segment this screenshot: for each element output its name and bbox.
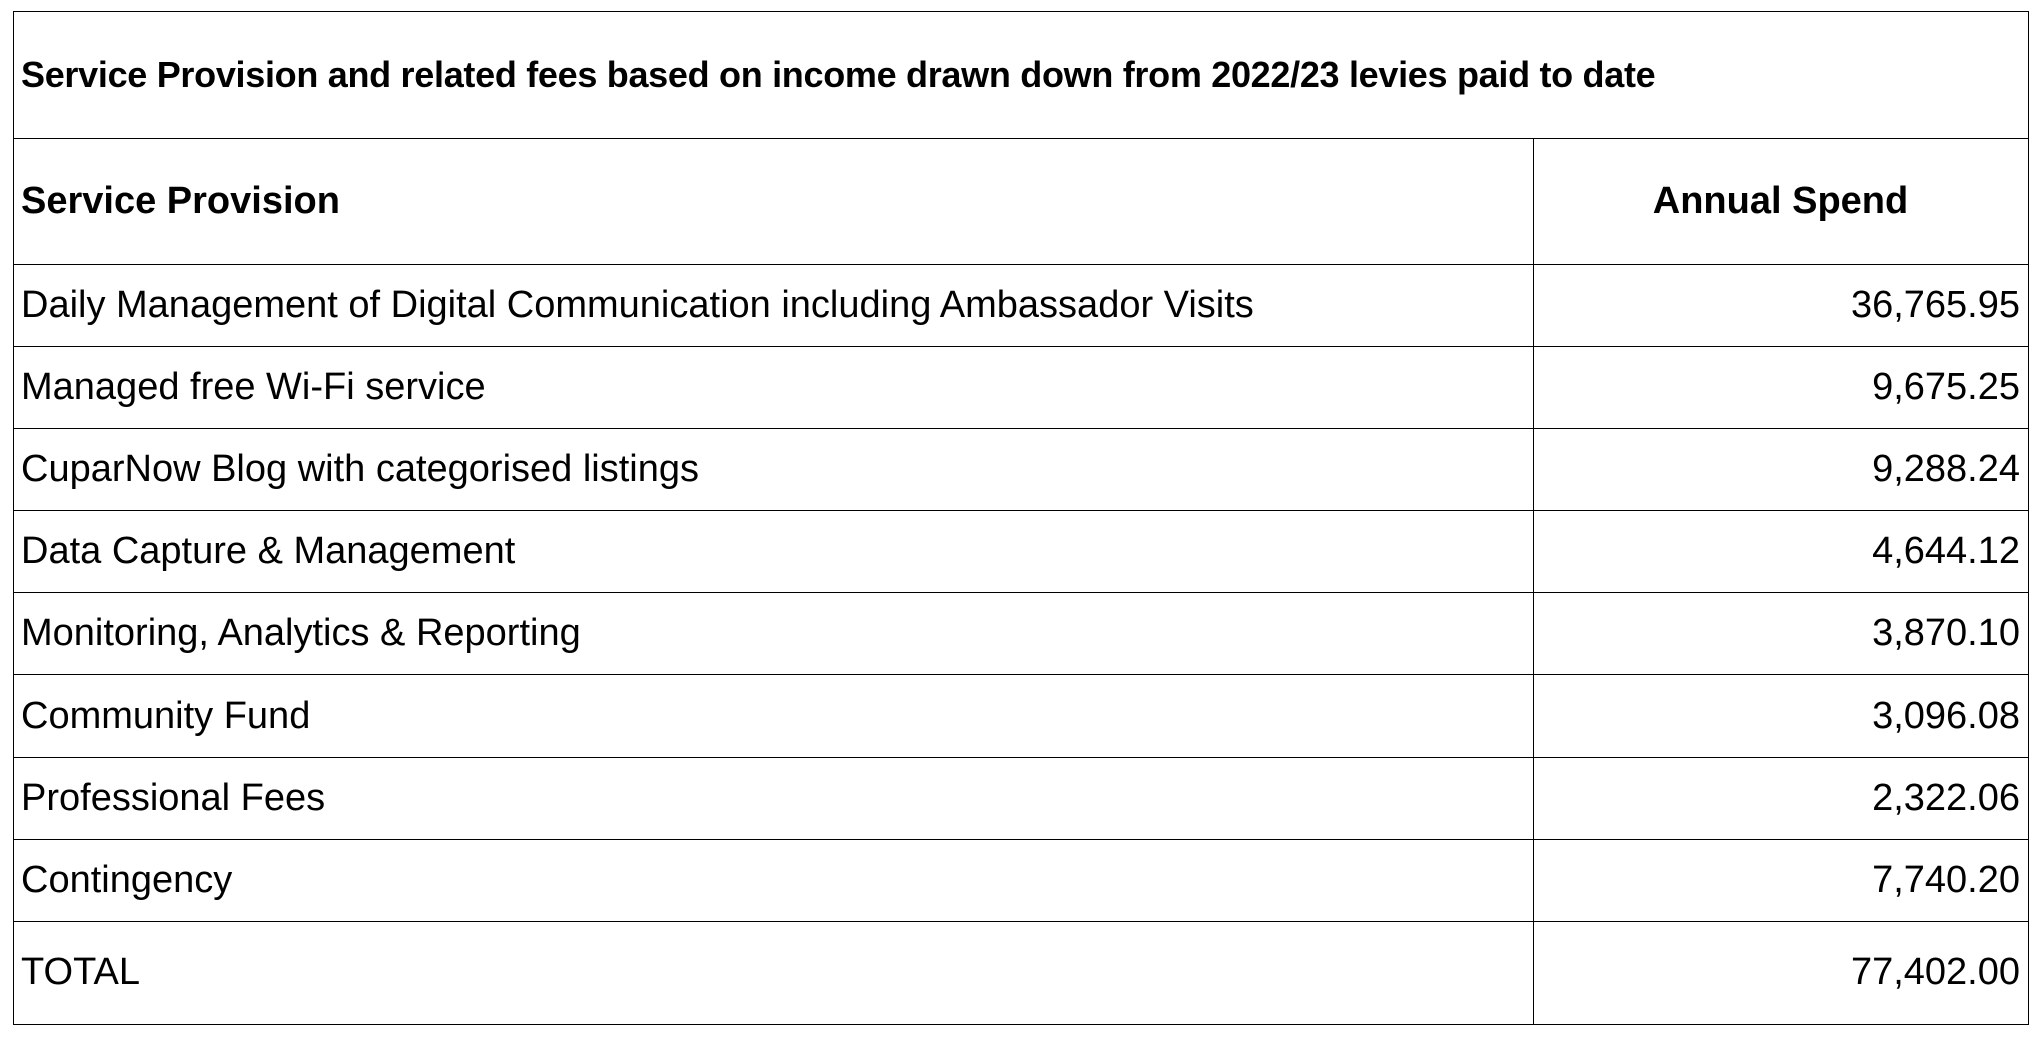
service-name-cell: Community Fund <box>14 675 1534 757</box>
table-row <box>14 757 2029 839</box>
header-service-provision: Service Provision <box>14 138 1534 265</box>
service-name-cell: Contingency <box>14 839 1534 921</box>
total-value: 77,402.00 <box>1534 921 2029 1024</box>
service-name-cell: Professional Fees <box>14 757 1534 839</box>
service-name-cell: CuparNow Blog with categorised listings <box>14 429 1534 511</box>
table-row <box>14 593 2029 675</box>
total-row <box>14 921 2029 1024</box>
annual-spend-cell: 2,322.06 <box>1534 757 2029 839</box>
table-row <box>14 839 2029 921</box>
table-row <box>14 347 2029 429</box>
service-name-cell: Managed free Wi-Fi service <box>14 347 1534 429</box>
table-row <box>14 265 2029 347</box>
annual-spend-cell: 4,644.12 <box>1534 511 2029 593</box>
table-title-row <box>14 12 2029 139</box>
service-name-cell: Daily Management of Digital Communication including Ambassador Visits <box>14 265 1534 347</box>
service-name-cell: Data Capture & Management <box>14 511 1534 593</box>
service-name-cell: Monitoring, Analytics & Reporting <box>14 593 1534 675</box>
annual-spend-cell: 9,675.25 <box>1534 347 2029 429</box>
table-title: Service Provision and related fees based on income drawn down from 2022/23 levies paid to date <box>14 12 2029 139</box>
annual-spend-cell: 9,288.24 <box>1534 429 2029 511</box>
annual-spend-cell: 36,765.95 <box>1534 265 2029 347</box>
annual-spend-cell: 7,740.20 <box>1534 839 2029 921</box>
table-row <box>14 429 2029 511</box>
annual-spend-cell: 3,870.10 <box>1534 593 2029 675</box>
table-row <box>14 511 2029 593</box>
table-row <box>14 675 2029 757</box>
table-header-row <box>14 138 2029 265</box>
header-annual-spend: Annual Spend <box>1534 138 2029 265</box>
service-provision-table <box>13 11 2029 1025</box>
annual-spend-cell: 3,096.08 <box>1534 675 2029 757</box>
total-label: TOTAL <box>14 921 1534 1024</box>
